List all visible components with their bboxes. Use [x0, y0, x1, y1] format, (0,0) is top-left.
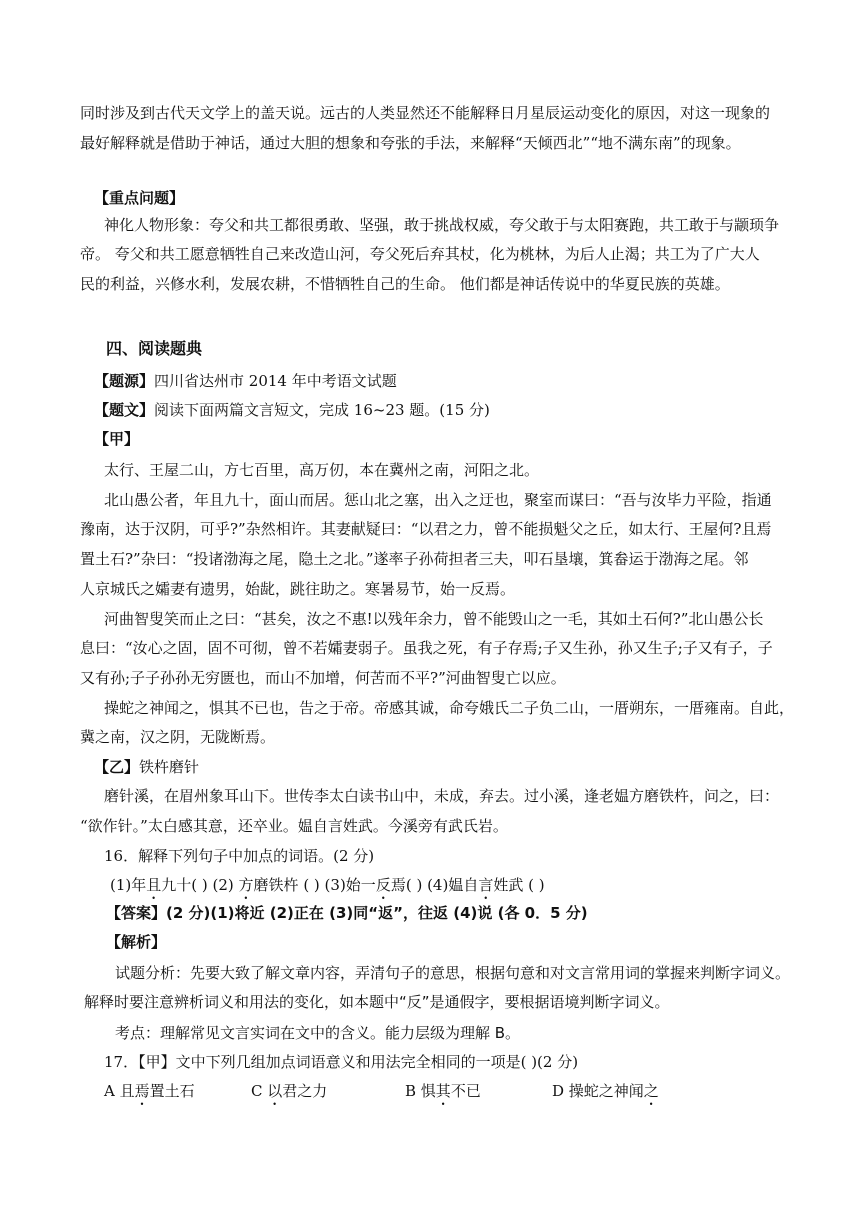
answer-label: 【答案】 — [106, 904, 167, 922]
q16-item-text: 姓武 ( ) — [493, 876, 545, 894]
question-label: 【题文】 — [94, 401, 155, 419]
yi-line-1: 磨针溪，在眉州象耳山下。世传李太白读书山中，未成，弃去。过小溪，逢老媪方磨铁杵，问之，曰： — [104, 787, 780, 805]
q16-stem: 16．解释下列句子中加点的词语。(2 分) — [104, 847, 375, 865]
yi-line — [94, 757, 199, 777]
q16-items — [110, 875, 545, 903]
q16-dotted-word: 言 — [478, 876, 494, 894]
q16-answer — [106, 903, 588, 923]
q17-option-c: C 以君之力 — [251, 1082, 328, 1100]
q16-analysis-label: 【解析】 — [106, 933, 167, 951]
jia-line-3: 豫南，达于汉阴，可乎?”杂然相许。其妻献疑曰：“以君之力，曾不能损魁父之丘，如太行、王屋何?且焉 — [80, 520, 772, 538]
jia-label: 【甲】 — [94, 430, 140, 448]
question-text: 阅读下面两篇文言短文，完成 16~23 题。(15 分) — [154, 401, 490, 419]
yi-label: 【乙】 — [94, 758, 140, 776]
q17-option-b: B 惧其不已 — [405, 1082, 481, 1100]
key-issues-line-3: 民的利益，兴修水利，发展农耕，不惜牺牲自己的生命。 他们都是神话传说中的华夏民族的英雄。 — [80, 275, 730, 293]
source-line — [94, 371, 397, 391]
key-issues-line-2: 帝。 夸父和共工愿意牺牲自己来改造山河，夸父死后弃其杖，化为桃林，为后人止渴；共工为了广大人 — [80, 245, 760, 263]
jia-line-2: 北山愚公者，年且九十，面山而居。惩山北之塞，出入之迂也，聚室而谋曰：“吾与汝毕力平险，指通 — [104, 491, 772, 509]
jia-line-9: 操蛇之神闻之，惧其不已也，告之于帝。帝感其诚，命夸娥氏二子负二山，一厝朔东，一厝雍南。自此， — [104, 699, 795, 717]
q16-dotted-word: 反 — [375, 876, 391, 894]
q16-analysis-line-2: 解释时要注意辨析词义和用法的变化，如本题中“反”是通假字，要根据语境判断字词义。 — [84, 993, 670, 1011]
source-text: 四川省达州市 2014 年中考语文试题 — [154, 372, 397, 390]
question-line — [94, 400, 490, 420]
key-issues-line-1: 神化人物形象：夸父和共工都很勇敢、坚强，敢于挑战权威，夸父敢于与太阳赛跑，共工敢于与颛顼争 — [104, 216, 780, 234]
q17-option-a: A 且焉置土石 — [104, 1082, 195, 1100]
answer-text: (2 分)(1)将近 (2)正在 (3)同“返”，往返 (4)说 (各 0．5 分) — [166, 904, 588, 922]
q17-stem: 17．【甲】文中下列几组加点词语意义和用法完全相同的一项是( )(2 分) — [104, 1053, 579, 1071]
jia-line-8: 又有孙;子子孙孙无穷匮也，而山不加增，何苦而不平?”河曲智叟亡以应。 — [80, 669, 566, 687]
q16-item-text: (1)年 — [110, 876, 147, 894]
intro-line-2: 最好解释就是借助于神话，通过大胆的想象和夸张的手法，来解释“天倾西北”“地不满东南”的现象。 — [80, 134, 741, 152]
jia-line-1: 太行、王屋二山，方七百里，高万仞，本在冀州之南，河阳之北。 — [104, 461, 540, 479]
q16-dotted-word: 方 — [238, 876, 254, 894]
yi-title: 铁杵磨针 — [139, 758, 200, 776]
intro-line-1: 同时涉及到古代天文学上的盖天说。远古的人类显然还不能解释日月星辰运动变化的原因，对这一现象的 — [80, 104, 771, 122]
jia-line-10: 冀之南，汉之阴，无陇断焉。 — [80, 728, 276, 746]
jia-line-7: 息曰：“汝心之固，固不可彻，曾不若孀妻弱子。虽我之死，有子存焉;子又生孙，孙又生子;子又有子，子 — [80, 639, 773, 657]
section-heading: 四、阅读题典 — [106, 339, 203, 358]
jia-line-4: 置土石?”杂曰：“投诸渤海之尾，隐土之北。”遂率子孙荷担者三夫，叩石垦壤，箕畚运于渤海之尾。邻 — [80, 550, 749, 568]
q16-point: 考点：理解常见文言实词在文中的含义。能力层级为理解 B。 — [115, 1024, 521, 1042]
key-issues-heading: 【重点问题】 — [94, 189, 185, 207]
source-label: 【题源】 — [94, 372, 155, 390]
q17-options — [104, 1081, 704, 1103]
jia-line-5: 人京城氏之孀妻有遗男，始龀，跳往助之。寒暑易节，始一反焉。 — [80, 580, 516, 598]
q16-dotted-word: 且 — [146, 876, 162, 894]
q16-item-text: 焉( ) (4)媪自 — [390, 876, 479, 894]
q16-analysis-line-1: 试题分析：先要大致了解文章内容，弄清句子的意思，根据句意和对文言常用词的掌握来判断字词义。 — [115, 964, 791, 982]
q16-item-text: 九十( ) (2) — [161, 876, 239, 894]
q16-item-text: 磨铁杵 ( ) (3)始一 — [253, 876, 376, 894]
q17-option-d: D 操蛇之神闻之 — [552, 1082, 659, 1100]
jia-line-6: 河曲智叟笑而止之曰：“甚矣，汝之不惠!以残年余力，曾不能毁山之一毛，其如土石何?”北山愚公长 — [104, 610, 764, 628]
yi-line-2: “欲作针。”太白感其意，还卒业。媪自言姓武。今溪旁有武氏岩。 — [80, 817, 508, 835]
